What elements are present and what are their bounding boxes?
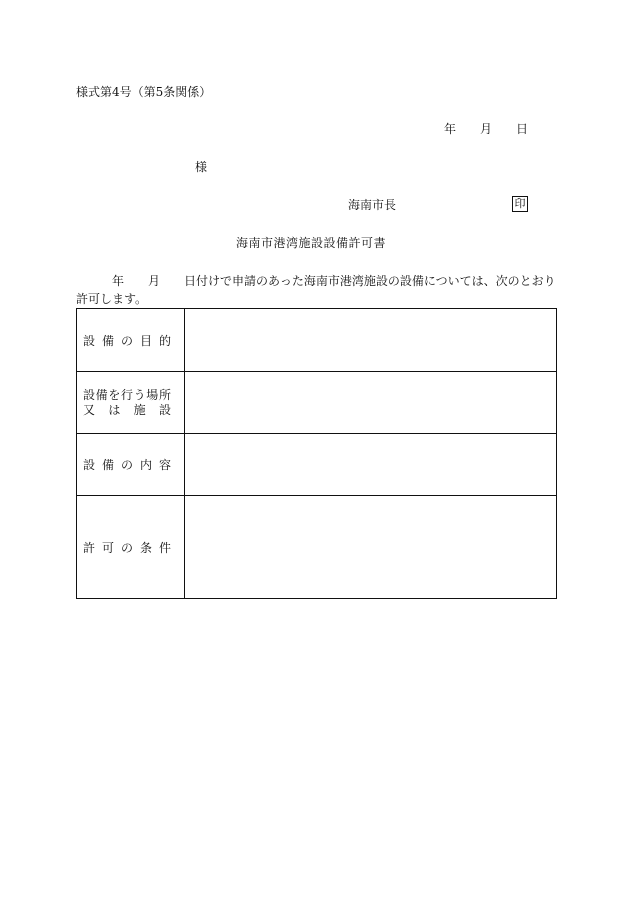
label-cell bbox=[77, 309, 185, 372]
date-year: 年 bbox=[444, 122, 457, 136]
label-cell bbox=[77, 496, 185, 599]
row-label-line1: 設 備 を 行 う 場 所 bbox=[83, 387, 171, 402]
value-cell[interactable] bbox=[185, 496, 557, 599]
body-month: 月 bbox=[148, 274, 161, 288]
row-label-line2: 又 は 施 設 bbox=[83, 402, 171, 417]
value-cell[interactable] bbox=[185, 309, 557, 372]
seal-mark: 印 bbox=[512, 196, 528, 212]
document-title: 海南市港湾施設設備許可書 bbox=[236, 236, 387, 250]
row-label: 設 備 の 目 的 bbox=[83, 333, 171, 348]
date-day: 日 bbox=[516, 122, 529, 136]
body-year: 年 bbox=[112, 274, 125, 288]
row-label: 設 備 の 内 容 bbox=[83, 458, 171, 472]
table-row bbox=[77, 309, 557, 372]
permit-table bbox=[76, 308, 557, 599]
body-text bbox=[76, 272, 556, 308]
table-row bbox=[77, 372, 557, 434]
date-month: 月 bbox=[480, 122, 493, 136]
row-label: 許 可 の 条 件 bbox=[83, 540, 171, 555]
date-line bbox=[444, 122, 528, 136]
table-row bbox=[77, 434, 557, 496]
value-cell[interactable] bbox=[185, 372, 557, 434]
issuer-name: 海南市長 bbox=[348, 198, 397, 212]
label-cell bbox=[77, 434, 185, 496]
form-number: 様式第4号（第5条関係） bbox=[76, 85, 212, 99]
body-sentence: 日付けで申請のあった海南市港湾施設の設備については、次のとおり許可します。 bbox=[76, 274, 556, 306]
value-cell[interactable] bbox=[185, 434, 557, 496]
addressee-suffix: 様 bbox=[195, 160, 208, 174]
table-row bbox=[77, 496, 557, 599]
label-cell bbox=[77, 372, 185, 434]
